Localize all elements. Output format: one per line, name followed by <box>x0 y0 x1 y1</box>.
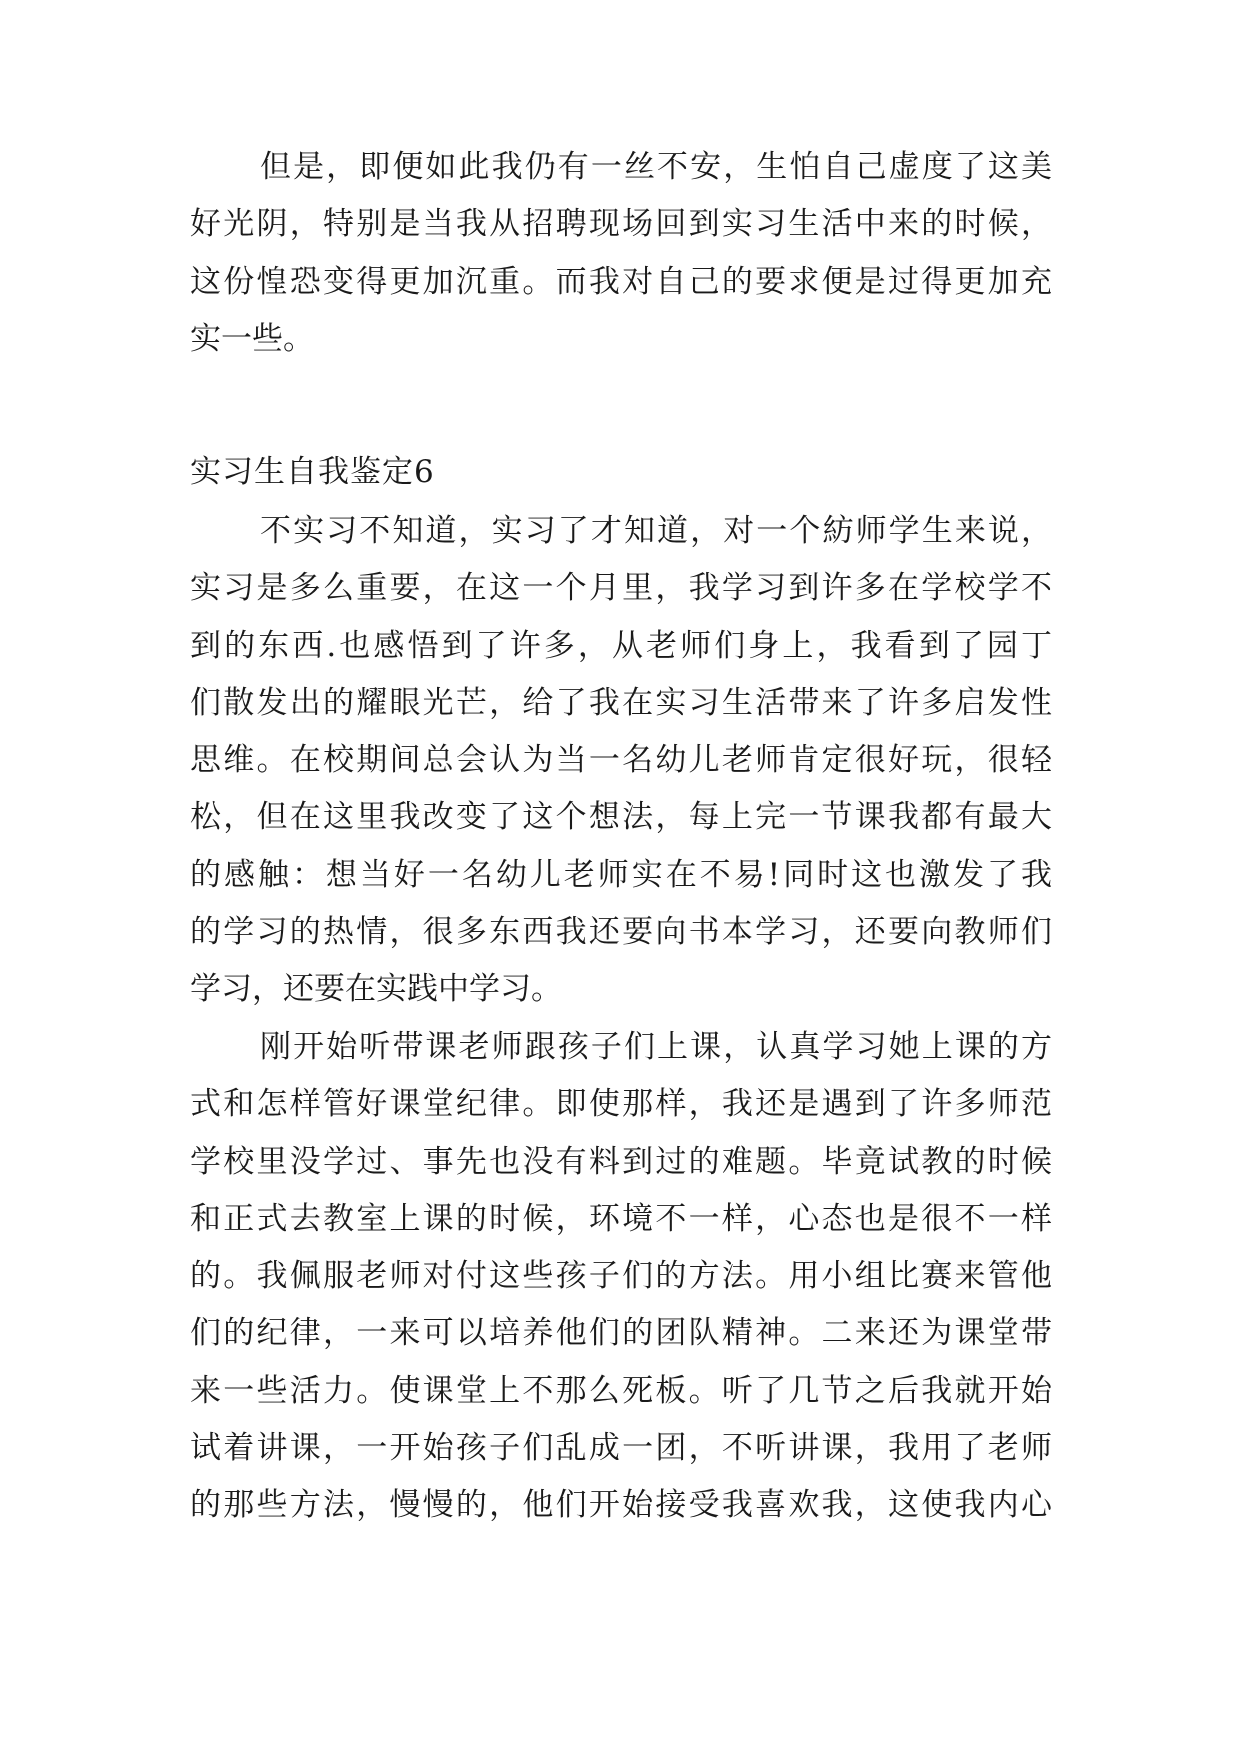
paragraph-line: 思维。在校期间总会认为当一名幼儿老师肯定很好玩，很轻 <box>190 742 1052 779</box>
section-heading: 实习生自我鉴定6 <box>190 454 435 490</box>
paragraph-2 <box>190 503 1052 1019</box>
paragraph-line: 的感触：想当好一名幼儿老师实在不易!同时这也激发了我 <box>190 856 1052 893</box>
paragraph-line: 们散发出的耀眼光芒，给了我在实习生活带来了许多启发性 <box>190 684 1052 721</box>
paragraph-line: 学习，还要在实践中学习。 <box>190 971 562 1008</box>
paragraph-line: 来一些活力。使课堂上不那么死板。听了几节之后我就开始 <box>190 1372 1052 1409</box>
paragraph-line: 松，但在这里我改变了这个想法，每上完一节课我都有最大 <box>190 799 1052 836</box>
paragraph-line: 不实习不知道，实习了才知道，对一个紡师学生来说， <box>260 513 1052 549</box>
paragraph-3 <box>190 1019 1052 1535</box>
paragraph-line: 式和怎样管好课堂纪律。即使那样，我还是遇到了许多师范 <box>190 1086 1052 1123</box>
paragraph-1 <box>190 139 1052 368</box>
paragraph-line: 实习是多么重要，在这一个月里，我学习到许多在学校学不 <box>190 570 1052 607</box>
paragraph-line: 好光阴，特别是当我从招聘现场回到实习生活中来的时候， <box>190 206 1052 243</box>
paragraph-line: 但是，即便如此我仍有一丝不安，生怕自己虚度了这美 <box>260 149 1052 185</box>
paragraph-line: 的。我佩服老师对付这些孩子们的方法。用小组比赛来管他 <box>190 1258 1052 1295</box>
paragraph-line: 实一些。 <box>190 320 314 357</box>
paragraph-line: 到的东西.也感悟到了许多，从老师们身上，我看到了园丁 <box>190 627 1052 664</box>
paragraph-line: 这份惶恐变得更加沉重。而我对自己的要求便是过得更加充 <box>190 263 1052 300</box>
paragraph-line: 刚开始听带课老师跟孩子们上课，认真学习她上课的方 <box>260 1029 1052 1065</box>
paragraph-line: 和正式去教室上课的时候，环境不一样，心态也是很不一样 <box>190 1200 1052 1237</box>
paragraph-line: 的那些方法，慢慢的，他们开始接受我喜欢我，这使我内心 <box>190 1487 1052 1524</box>
paragraph-line: 学校里没学过、事先也没有料到过的难题。毕竟试教的时候 <box>190 1143 1052 1180</box>
paragraph-line: 的学习的热情，很多东西我还要向书本学习，还要向教师们 <box>190 914 1052 951</box>
paragraph-line: 试着讲课，一开始孩子们乱成一团，不听讲课，我用了老师 <box>190 1430 1052 1467</box>
paragraph-line: 们的纪律，一来可以培养他们的团队精神。二来还为课堂带 <box>190 1315 1052 1352</box>
